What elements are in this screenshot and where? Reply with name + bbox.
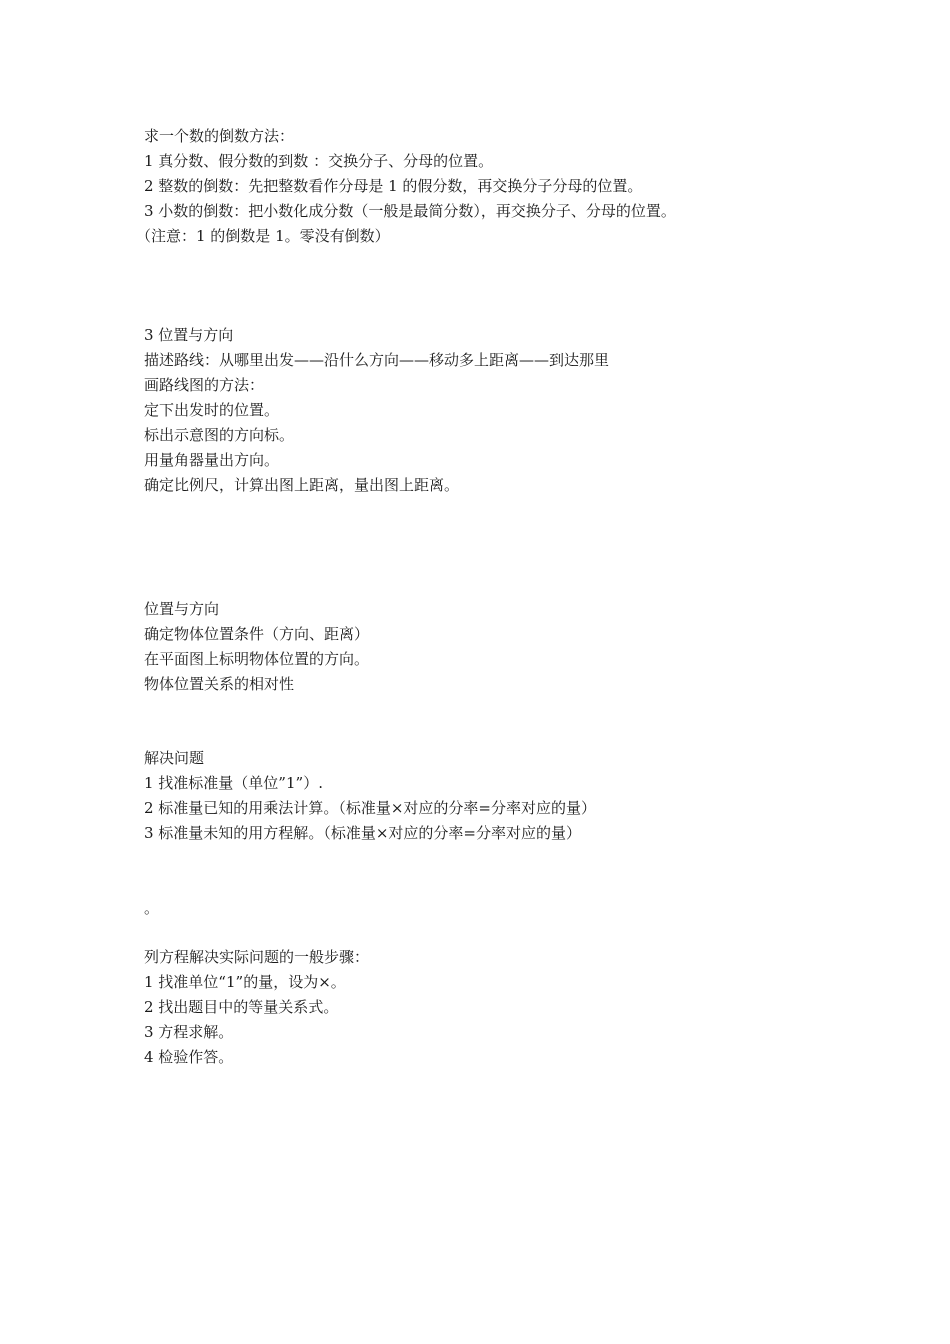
text-line-equation-title: 列方程解决实际问题的一般步骤：	[144, 948, 370, 966]
text-line-position-title: 3 位置与方向	[144, 326, 234, 344]
text-line-reciprocal-2: 2 整数的倒数：先把整数看作分母是 1 的假分数，再交换分子分母的位置。	[144, 177, 643, 195]
text-line-equation-step-3: 3 方程求解。	[144, 1023, 234, 1041]
text-line-reciprocal-1: 1 真分数、假分数的到数 ：交换分子、分母的位置。	[144, 152, 494, 170]
text-line-equation-step-2: 2 找出题目中的等量关系式。	[144, 998, 339, 1016]
text-line-reciprocal-note: （注意：1 的倒数是 1。零没有倒数）	[136, 227, 390, 245]
text-line-solve-1: 1 找准标准量（单位”1”）.	[144, 774, 323, 792]
text-line-period: 。	[144, 899, 160, 917]
text-line-reciprocal-title: 求一个数的倒数方法：	[144, 127, 295, 145]
text-line-reciprocal-3: 3 小数的倒数：把小数化成分数（一般是最简分数），再交换分子、分母的位置。	[144, 202, 676, 220]
text-line-position-condition: 确定物体位置条件（方向、距离）	[144, 625, 370, 643]
text-line-position-plan: 在平面图上标明物体位置的方向。	[144, 650, 370, 668]
text-line-route-step-3: 用量角器量出方向。	[144, 451, 280, 469]
text-line-position-heading: 位置与方向	[144, 600, 220, 618]
text-line-equation-step-1: 1 找准单位“1”的量，设为×。	[144, 973, 346, 991]
text-line-route-step-2: 标出示意图的方向标。	[144, 426, 295, 444]
text-line-solve-title: 解决问题	[144, 749, 205, 767]
text-line-route-description: 描述路线：从哪里出发——沿什么方向——移动多上距离——到达那里	[144, 351, 610, 369]
text-line-solve-3: 3 标准量未知的用方程解。（标准量×对应的分率=分率对应的量）	[144, 824, 581, 842]
text-line-solve-2: 2 标准量已知的用乘法计算。（标准量×对应的分率=分率对应的量）	[144, 799, 596, 817]
text-line-route-method: 画路线图的方法：	[144, 376, 265, 394]
text-line-route-step-1: 定下出发时的位置。	[144, 401, 280, 419]
text-line-equation-step-4: 4 检验作答。	[144, 1048, 234, 1066]
text-line-route-step-4: 确定比例尺，计算出图上距离，量出图上距离。	[144, 476, 460, 494]
text-line-position-relative: 物体位置关系的相对性	[144, 675, 295, 693]
